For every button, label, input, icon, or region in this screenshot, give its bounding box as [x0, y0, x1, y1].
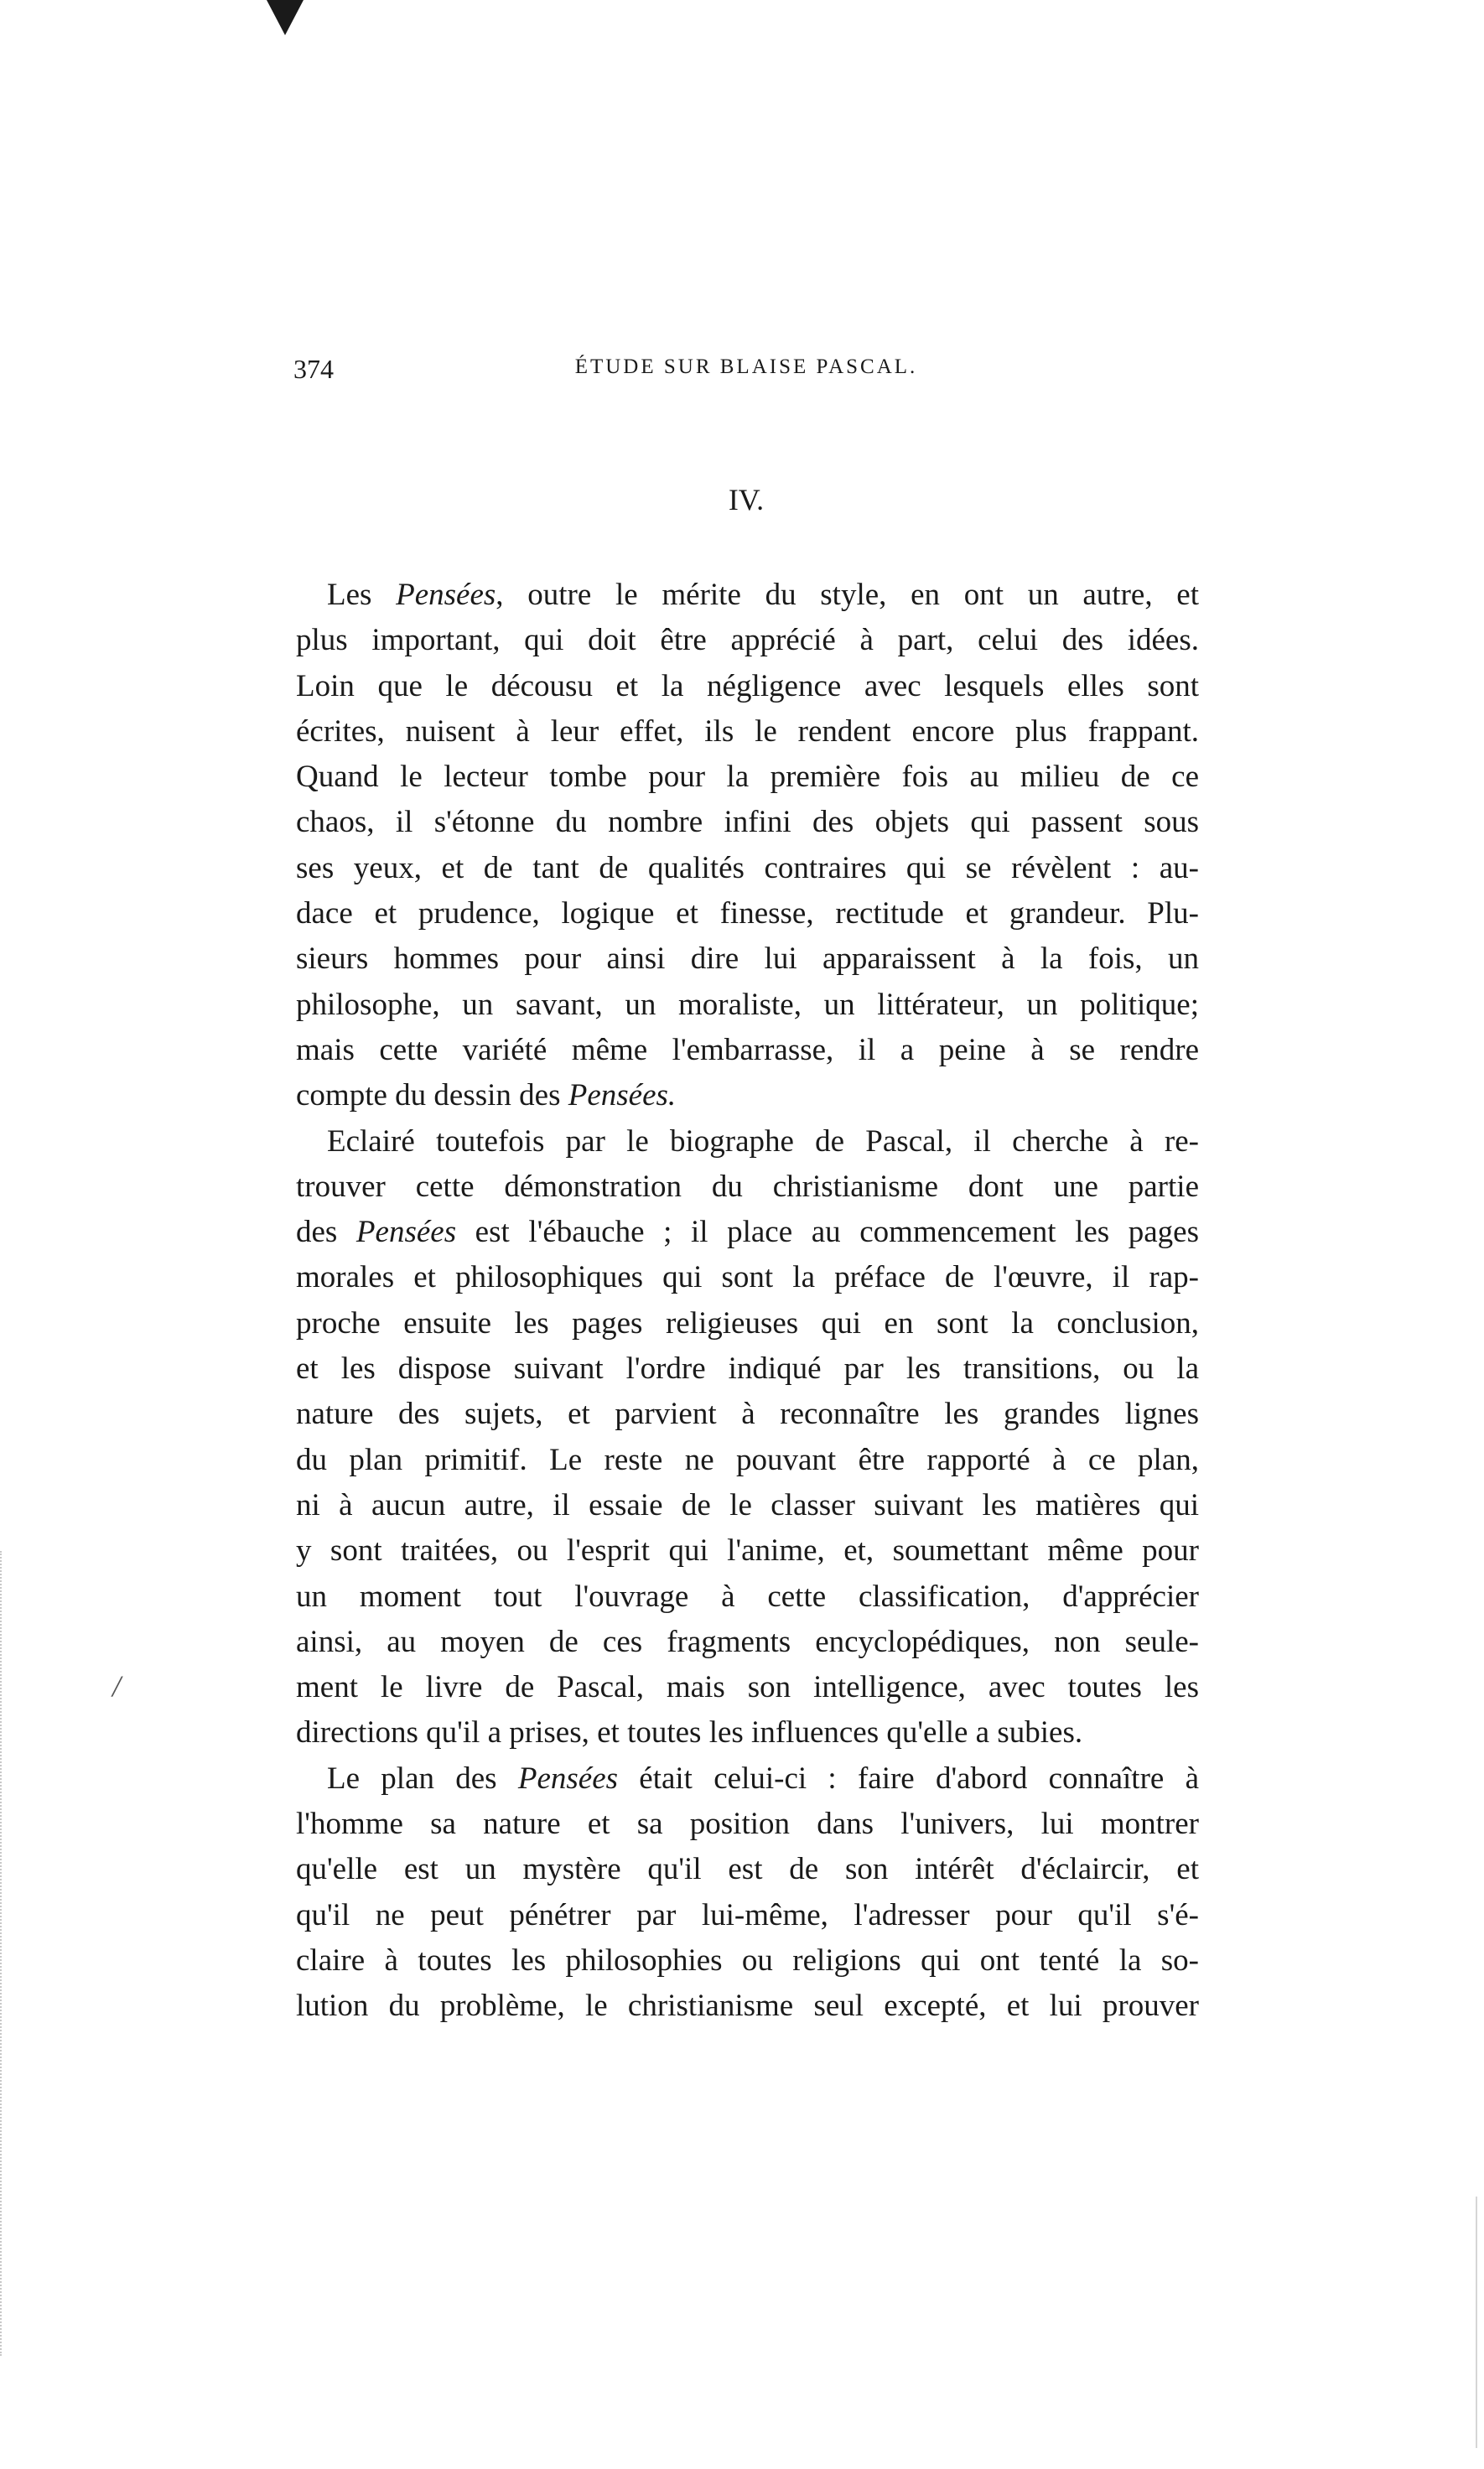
- text-run: Loin que le décousu et la négligence avec lesquels elles sont: [296, 668, 1199, 703]
- text-run: et les dispose suivant l'ordre indiqué par les transitions, ou la: [296, 1351, 1199, 1387]
- text-run: ni à aucun autre, il essaie de le classer suivant les matières qui: [296, 1487, 1199, 1522]
- text-run: du plan primitif. Le reste ne pouvant être rapporté à ce plan,: [296, 1442, 1199, 1477]
- text-line: [296, 1483, 1199, 1528]
- text-line: [296, 1528, 1199, 1574]
- section-heading: IV.: [728, 483, 765, 516]
- text-run: y sont traitées, ou l'esprit qui l'anime, et, soumettant même pour: [296, 1533, 1199, 1569]
- text-run: dace et prudence, logique et finesse, rectitude et grandeur. Plu-: [296, 896, 1199, 931]
- text-line: [296, 1392, 1199, 1437]
- text-run: l'homme sa nature et sa position dans l'univers, lui montrer: [296, 1807, 1199, 1842]
- text-run: ses yeux, et de tant de qualités contraires qui se révèlent : au-: [296, 850, 1199, 885]
- text-line: [296, 573, 1199, 618]
- text-run: est l'ébauche ; il place au commencement les pages: [456, 1215, 1200, 1250]
- text-line: [296, 1984, 1199, 2029]
- text-run: trouver cette démonstration du christianisme dont une partie: [296, 1169, 1199, 1204]
- text-line: [296, 1210, 1199, 1255]
- scan-right-rule: [1476, 2197, 1477, 2448]
- text-line: [296, 1893, 1199, 1938]
- text-run: compte du dessin des: [296, 1078, 568, 1113]
- text-line: [296, 1847, 1199, 1892]
- text-line: [296, 1073, 1199, 1118]
- text-line: [296, 709, 1199, 755]
- text-run: sieurs hommes pour ainsi dire lui apparaissent à la fois, un: [296, 941, 1199, 977]
- text-line: [296, 1255, 1199, 1300]
- text-run: nature des sujets, et parvient à reconnaître les grandes lignes: [296, 1397, 1199, 1432]
- scan-corner-mark: [267, 0, 304, 35]
- text-line: [296, 983, 1199, 1028]
- italic-title: Pensées: [355, 1215, 457, 1250]
- text-line: [296, 891, 1199, 936]
- text-line: [296, 1346, 1199, 1392]
- text-line: [296, 618, 1199, 663]
- text-run: Le plan des: [327, 1761, 518, 1796]
- text-run: plus important, qui doit être apprécié à part, celui des idées.: [296, 623, 1199, 658]
- text-line: [296, 1164, 1199, 1210]
- text-run: ainsi, au moyen de ces fragments encyclopédiques, non seule-: [296, 1624, 1199, 1659]
- text-run: chaos, il s'étonne du nombre infini des objets qui passent sous: [296, 805, 1199, 840]
- text-line: [296, 1620, 1199, 1665]
- text-line: [296, 846, 1199, 891]
- text-line: [296, 1938, 1199, 1984]
- text-run: qu'il ne peut pénétrer par lui-même, l'adresser pour qu'il s'é-: [296, 1897, 1199, 1932]
- text-run: morales et philosophiques qui sont la préface de l'œuvre, il rap-: [296, 1260, 1199, 1295]
- text-line: [296, 1301, 1199, 1346]
- scan-edge-speckle: [0, 1551, 20, 2356]
- text-run: Eclairé toutefois par le biographe de Pascal, il cherche à re-: [327, 1123, 1199, 1159]
- text-line: [296, 755, 1199, 800]
- italic-title: Pensées: [517, 1761, 619, 1796]
- text-line: [296, 1119, 1199, 1164]
- text-run: écrites, nuisent à leur effet, ils le rendent encore plus frappant.: [296, 713, 1199, 749]
- text-run: lution du problème, le christianisme seul excepté, et lui prouver: [296, 1989, 1199, 2024]
- text-line: [296, 1802, 1199, 1847]
- text-run: proche ensuite les pages religieuses qui en sont la conclusion,: [296, 1305, 1199, 1341]
- text-run: qu'elle est un mystère qu'il est de son intérêt d'éclaircir, et: [296, 1852, 1199, 1887]
- body-text: [296, 573, 1199, 2030]
- text-line: [296, 1438, 1199, 1483]
- text-run: ment le livre de Pascal, mais son intelligence, avec toutes les: [296, 1670, 1199, 1705]
- italic-title: Pensées: [396, 578, 496, 612]
- text-run: Les: [327, 578, 397, 612]
- scan-stray-mark: /: [112, 1669, 122, 1703]
- text-line: [296, 1028, 1199, 1073]
- text-run: Quand le lecteur tombe pour la première fois au milieu de ce: [296, 760, 1199, 795]
- running-title: ÉTUDE SUR BLAISE PASCAL.: [574, 355, 918, 378]
- text-run: mais cette variété même l'embarrasse, il a peine à se rendre: [296, 1032, 1199, 1067]
- text-line: [296, 1665, 1199, 1710]
- text-line: [296, 936, 1199, 982]
- text-run: , outre le mérite du style, en ont un autre, et: [496, 578, 1199, 612]
- text-line: [296, 800, 1199, 845]
- text-run: un moment tout l'ouvrage à cette classification, d'apprécier: [296, 1579, 1199, 1614]
- text-run: était celui-ci : faire d'abord connaître à: [618, 1761, 1200, 1796]
- text-line: [296, 1574, 1199, 1620]
- italic-title: Pensées.: [568, 1078, 677, 1113]
- text-line: [296, 1710, 1199, 1756]
- text-run: philosophe, un savant, un moraliste, un littérateur, un politique;: [296, 987, 1199, 1022]
- text-run: des: [296, 1215, 356, 1250]
- page-number: 374: [293, 354, 334, 384]
- text-line: [296, 664, 1199, 709]
- page-header: [293, 354, 1199, 391]
- text-run: claire à toutes les philosophies ou religions qui ont tenté la so-: [296, 1943, 1199, 1978]
- text-line: [296, 1756, 1199, 1802]
- text-run: directions qu'il a prises, et toutes les influences qu'elle a subies.: [296, 1715, 1083, 1751]
